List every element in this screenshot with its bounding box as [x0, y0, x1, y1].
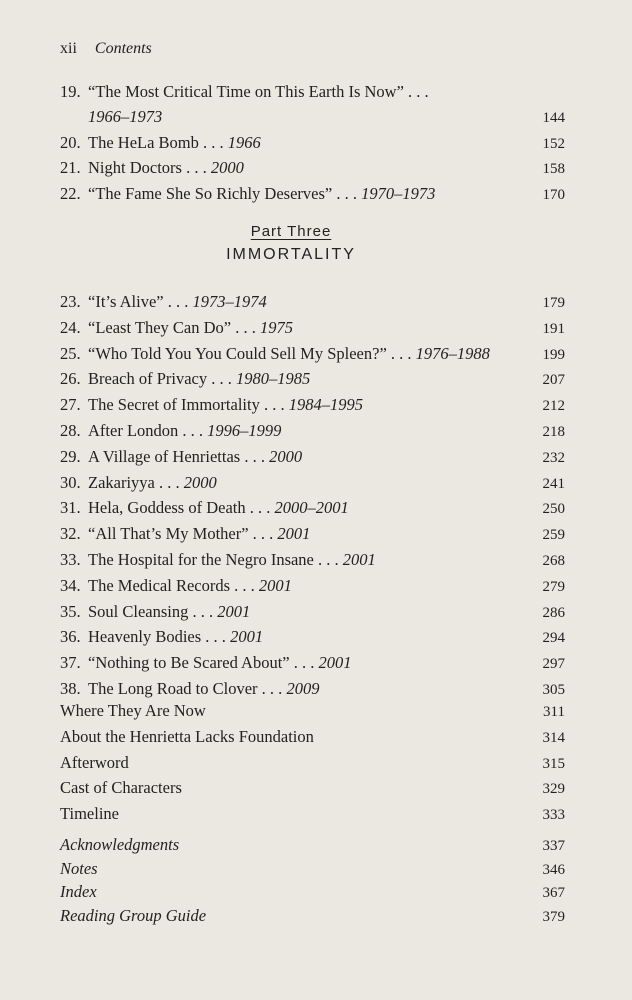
page-ref: 212	[542, 398, 565, 415]
chapter-title: A Village of Henriettas . . .	[88, 446, 270, 466]
page-ref: 297	[542, 656, 565, 673]
page-number: xii	[60, 40, 77, 57]
chapter-number: 26.	[60, 369, 81, 389]
toc-entry[interactable]	[60, 751, 565, 777]
chapter-number: 38.	[60, 678, 81, 698]
chapter-title: Night Doctors . . .	[88, 158, 211, 178]
chapter-number: 37.	[60, 653, 81, 673]
page-ref: 152	[542, 135, 565, 152]
section-title: Index	[60, 882, 97, 901]
chapter-title: The HeLa Bomb . . .	[88, 132, 228, 152]
page-ref: 199	[542, 346, 565, 363]
chapter-number: 36.	[60, 627, 81, 647]
chapter-title: Zakariyya . . .	[88, 472, 184, 492]
chapter-date: 2001	[342, 549, 376, 569]
toc-entry[interactable]	[60, 776, 565, 802]
chapter-date: 2001	[230, 627, 264, 647]
page-ref: 305	[542, 681, 565, 698]
page-ref: 346	[542, 861, 565, 878]
toc-entry[interactable]	[60, 496, 565, 522]
toc-entry[interactable]	[60, 600, 565, 626]
page-ref: 286	[542, 604, 565, 621]
chapter-number: 32.	[60, 524, 81, 544]
chapter-number: 29.	[60, 446, 81, 466]
chapter-date: 1966–1973	[88, 106, 163, 126]
section-title: Reading Group Guide	[60, 905, 207, 925]
chapter-date: 1984–1995	[288, 395, 363, 415]
page-ref: 314	[542, 729, 565, 746]
toc-entry[interactable]	[60, 182, 565, 208]
chapter-number: 27.	[60, 395, 81, 415]
chapter-title: “Who Told You You Could Sell My Spleen?” . . .	[88, 343, 416, 363]
toc-entry[interactable]	[60, 522, 565, 548]
section-title: Timeline	[60, 804, 119, 824]
chapter-title: Heavenly Bodies . . .	[88, 627, 231, 647]
toc-back-matter	[60, 699, 565, 828]
toc-entry[interactable]	[60, 316, 565, 342]
section-title: Afterword	[60, 752, 129, 772]
page-ref: 315	[542, 755, 565, 772]
part-label: Part Three	[250, 223, 332, 240]
chapter-date: 2001	[217, 601, 251, 621]
chapter-date: 1996–1999	[207, 420, 282, 440]
page-ref: 250	[542, 501, 565, 518]
toc-entry[interactable]	[60, 367, 565, 393]
running-title: Contents	[94, 40, 152, 57]
toc-entry[interactable]	[60, 858, 565, 882]
chapter-title: Hela, Goddess of Death . . .	[88, 498, 275, 518]
chapter-date: 2000	[183, 472, 217, 492]
page-ref: 367	[542, 885, 565, 901]
chapter-date: 2000–2001	[274, 498, 349, 518]
toc-entry-continuation[interactable]	[60, 105, 565, 131]
section-title: Notes	[60, 858, 98, 878]
chapter-title: Breach of Privacy . . .	[88, 369, 236, 389]
page-ref: 279	[542, 578, 565, 595]
chapter-number: 35.	[60, 601, 81, 621]
toc-entry[interactable]	[60, 625, 565, 651]
toc-entry[interactable]	[60, 393, 565, 419]
part-heading	[0, 223, 607, 264]
chapter-date: 1975	[259, 317, 293, 337]
chapter-date: 2001	[277, 524, 311, 544]
chapter-title: “It’s Alive” . . .	[88, 292, 193, 311]
page-ref: 170	[542, 187, 565, 204]
chapter-date: 1973–1974	[192, 292, 267, 311]
chapter-number: 24.	[60, 317, 81, 337]
toc-entry[interactable]	[60, 651, 565, 677]
toc-entry[interactable]	[60, 905, 565, 929]
section-title: Cast of Characters	[60, 778, 182, 798]
chapter-number: 25.	[60, 343, 81, 363]
chapter-title: “The Fame She So Richly Deserves” . . .	[88, 184, 362, 204]
toc-entry[interactable]	[60, 834, 565, 858]
page-ref: 158	[542, 161, 565, 178]
chapter-title: “The Most Critical Time on This Earth Is Now” . . .	[88, 82, 429, 101]
chapter-date: 1980–1985	[236, 369, 311, 389]
chapter-title: “All That’s My Mother” . . .	[88, 524, 278, 544]
toc-entry[interactable]	[60, 445, 565, 471]
chapter-number: 19.	[60, 82, 81, 101]
part-title: IMMORTALITY	[226, 246, 356, 263]
chapter-title: The Medical Records . . .	[88, 575, 259, 595]
page-ref: 207	[542, 372, 565, 389]
toc-entry[interactable]	[60, 131, 565, 157]
toc-entry[interactable]	[60, 548, 565, 574]
chapter-date: 2001	[258, 575, 292, 595]
chapter-number: 33.	[60, 549, 81, 569]
page-ref: 333	[542, 807, 565, 824]
running-header	[60, 40, 152, 58]
chapter-number: 28.	[60, 420, 81, 440]
chapter-number: 30.	[60, 472, 81, 492]
chapter-date: 1970–1973	[361, 184, 436, 204]
section-title: Where They Are Now	[60, 701, 206, 720]
section-title: About the Henrietta Lacks Foundation	[60, 726, 314, 746]
chapter-number: 23.	[60, 292, 81, 311]
toc-entry[interactable]	[60, 80, 565, 105]
chapter-title: “Least They Can Do” . . .	[88, 317, 260, 337]
toc-entry[interactable]	[60, 342, 565, 368]
chapter-title: The Secret of Immortality . . .	[88, 395, 289, 415]
page-ref: 337	[542, 838, 565, 854]
chapter-date: 2000	[210, 158, 244, 178]
toc-entry[interactable]	[60, 699, 565, 725]
toc-entry[interactable]	[60, 419, 565, 445]
page-ref: 191	[542, 320, 565, 337]
page-ref: 218	[542, 423, 565, 440]
chapter-date: 1966	[227, 132, 261, 152]
page-ref: 259	[542, 527, 565, 544]
page-ref: 144	[542, 109, 565, 126]
toc-entry[interactable]	[60, 802, 565, 828]
toc-entry[interactable]	[60, 290, 565, 316]
page-ref: 294	[542, 630, 565, 647]
page-ref: 179	[542, 295, 565, 311]
toc-entry[interactable]	[60, 471, 565, 497]
toc-entry[interactable]	[60, 156, 565, 182]
chapter-date: 2000	[269, 446, 303, 466]
page-ref: 311	[543, 704, 565, 720]
toc-end-matter	[60, 834, 565, 928]
chapter-number: 22.	[60, 184, 81, 204]
chapter-title: “Nothing to Be Scared About” . . .	[88, 653, 319, 673]
toc-block-part-three	[60, 290, 565, 703]
chapter-title: The Long Road to Clover . . .	[88, 678, 287, 698]
chapter-title: The Hospital for the Negro Insane . . .	[88, 549, 343, 569]
page-ref: 232	[542, 449, 565, 466]
chapter-title: Soul Cleansing . . .	[88, 601, 218, 621]
toc-entry[interactable]	[60, 881, 565, 905]
page-ref: 329	[542, 781, 565, 798]
chapter-number: 20.	[60, 132, 81, 152]
toc-entry[interactable]	[60, 725, 565, 751]
toc-entry[interactable]	[60, 574, 565, 600]
chapter-number: 31.	[60, 498, 81, 518]
page-ref: 268	[542, 552, 565, 569]
chapter-date: 1976–1988	[415, 343, 490, 363]
chapter-number: 34.	[60, 575, 81, 595]
chapter-date: 2009	[286, 678, 320, 698]
page-ref: 241	[542, 475, 565, 492]
chapter-title: After London . . .	[88, 420, 208, 440]
chapter-date: 2001	[318, 653, 352, 673]
page-ref: 379	[542, 908, 565, 925]
toc-block-part-two-end	[60, 80, 565, 208]
section-title: Acknowledgments	[60, 835, 180, 854]
chapter-number: 21.	[60, 158, 81, 178]
